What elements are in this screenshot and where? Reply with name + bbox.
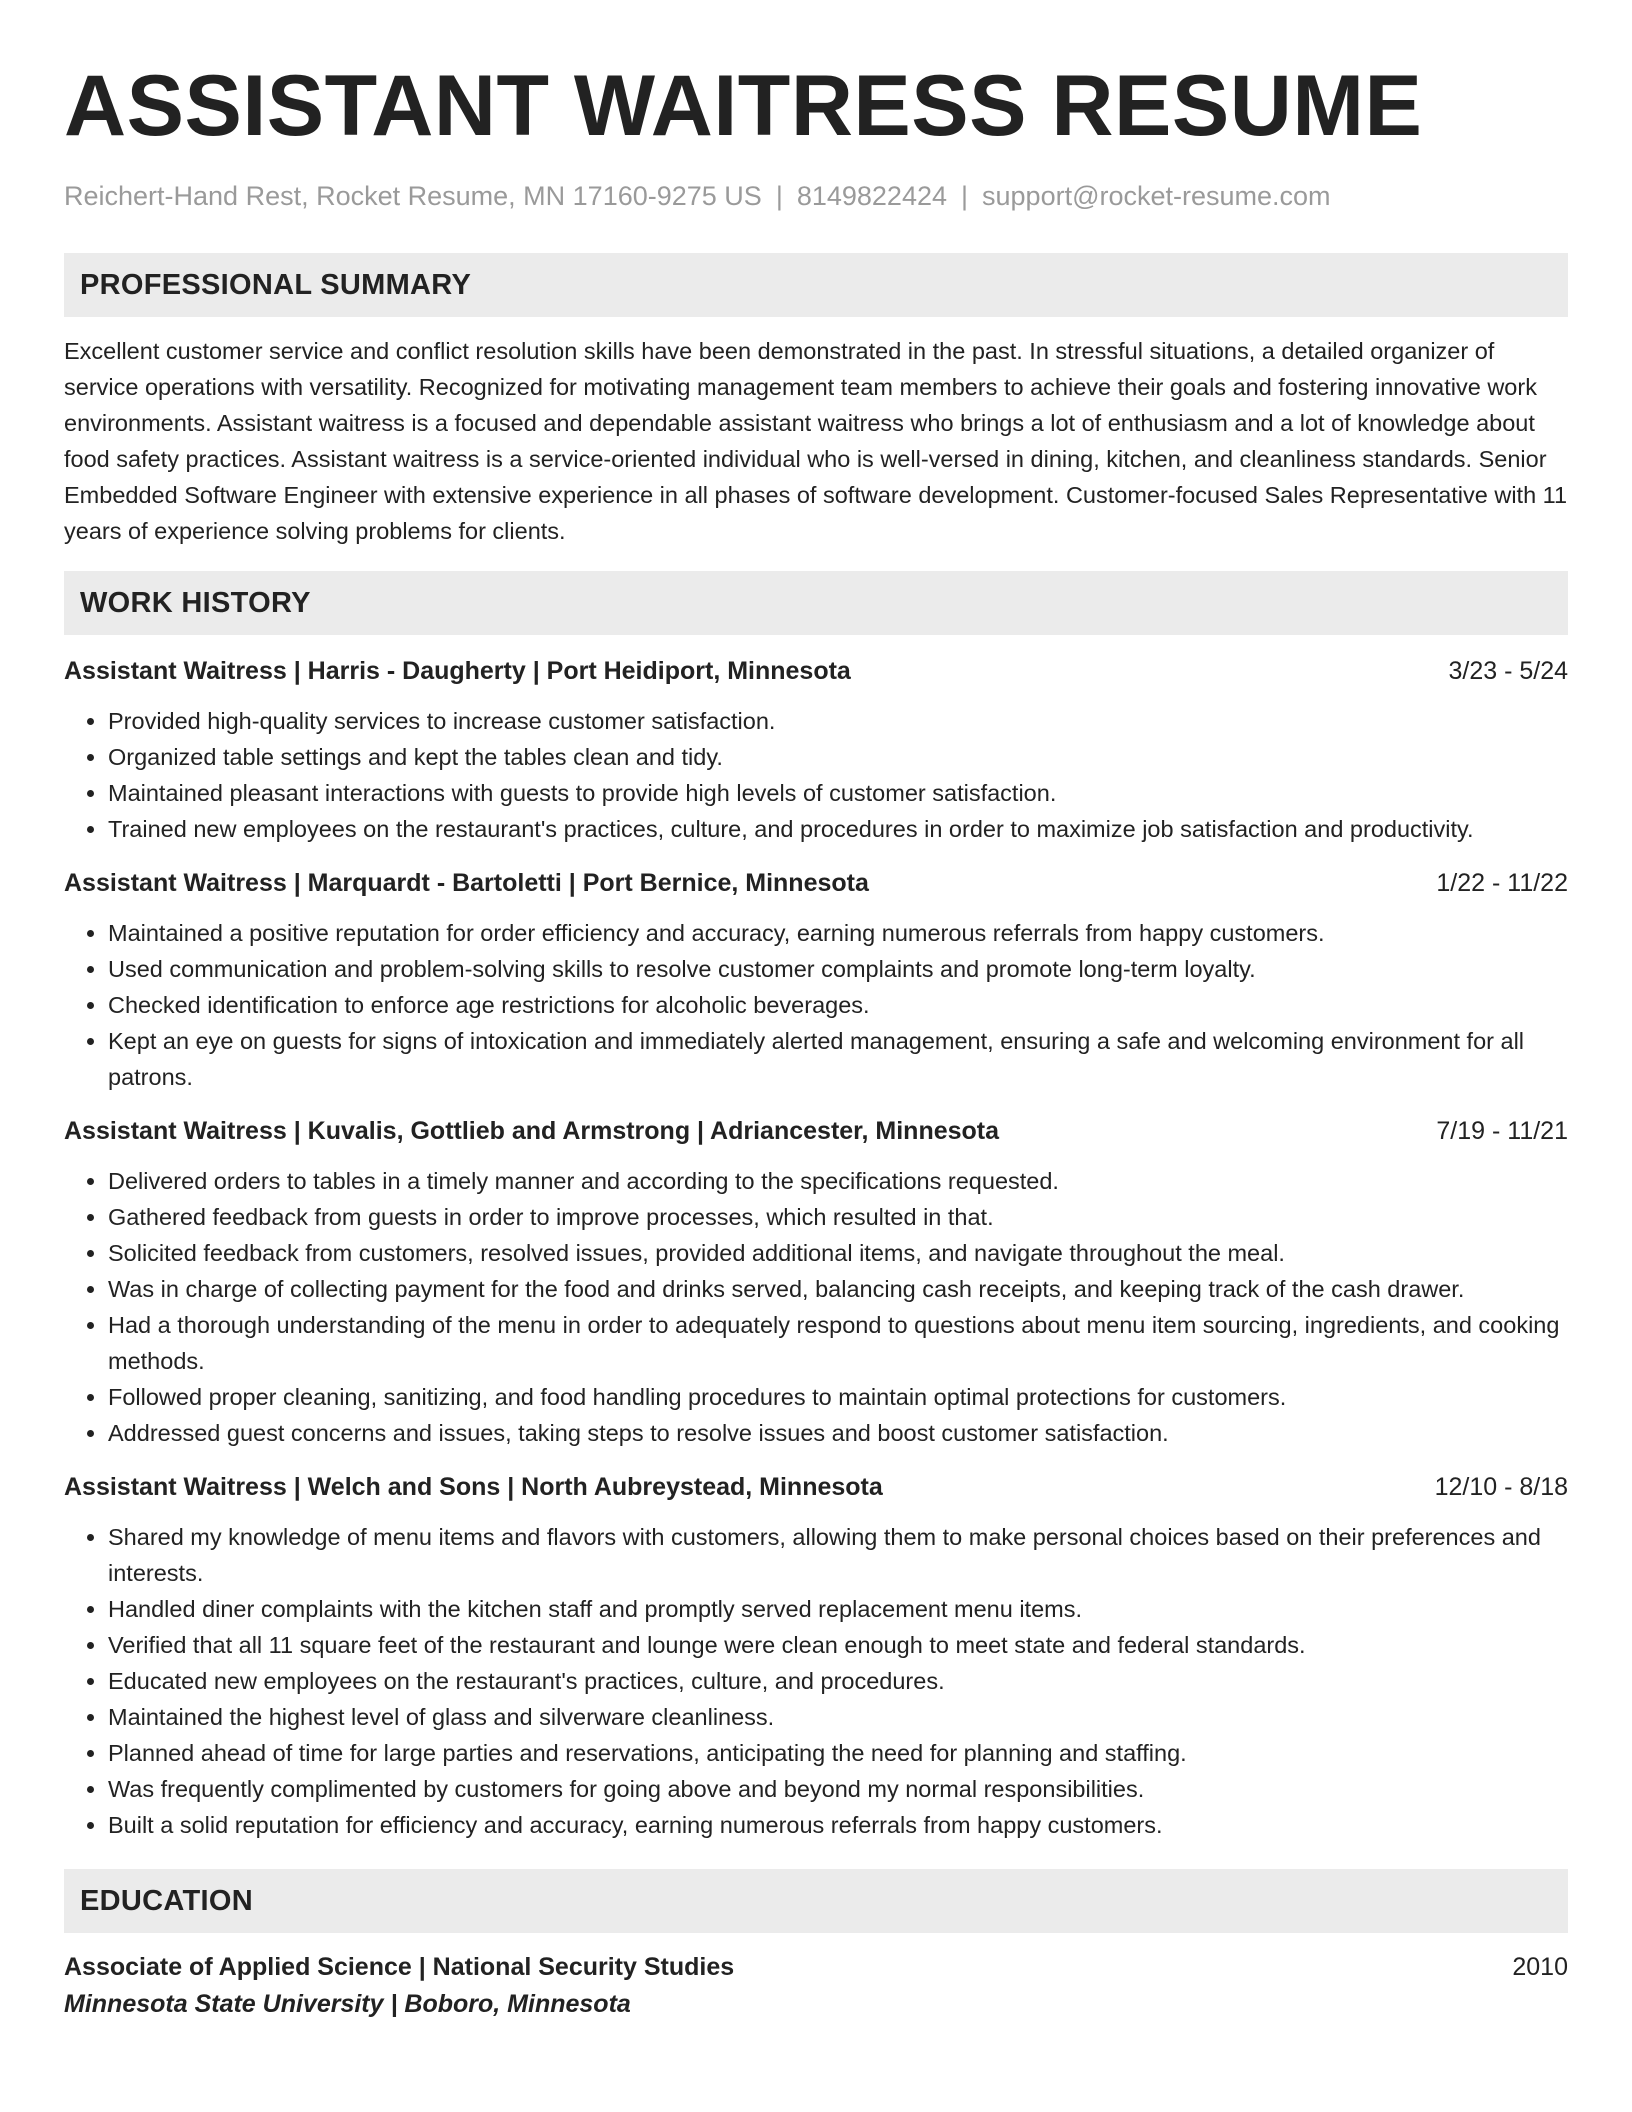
education-year: 2010 [1512,1953,1568,1981]
job-bullet: • Gathered feedback from guests in order to improve processes, which resulted in that. [108,1199,1568,1235]
job-header [64,1469,1568,1505]
job-bullet: • Used communication and problem-solving skills to resolve customer complaints and promote long-term loyalty. [108,951,1568,987]
job-bullet: • Maintained a positive reputation for order efficiency and accuracy, earning numerous referrals from happy customers. [108,915,1568,951]
job-entry [64,1113,1568,1451]
job-title: Assistant Waitress | Marquardt - Bartoletti | Port Bernice, Minnesota [64,869,869,897]
education-school: Minnesota State University | Boboro, Minnesota [64,1990,631,2018]
contact-email: support@rocket-resume.com [982,181,1331,211]
job-dates: 3/23 - 5/24 [1448,657,1568,685]
job-bullet: • Planned ahead of time for large parties and reservations, anticipating the need for planning and staffing. [108,1735,1568,1771]
job-bullet: • Maintained the highest level of glass and silverware cleanliness. [108,1699,1568,1735]
job-bullet: • Delivered orders to tables in a timely manner and according to the specifications requested. [108,1163,1568,1199]
contact-address: Reichert-Hand Rest, Rocket Resume, MN 17160-9275 US [64,181,762,211]
job-title: Assistant Waitress | Harris - Daugherty | Port Heidiport, Minnesota [64,657,851,685]
contact-separator: | [961,181,969,211]
resume-title: ASSISTANT WAITRESS RESUME [64,58,1423,154]
job-dates: 1/22 - 11/22 [1436,869,1568,897]
job-bullet: • Was in charge of collecting payment for the food and drinks served, balancing cash receipts, and keeping track of the cash drawer. [108,1271,1568,1307]
job-bullet: • Was frequently complimented by customers for going above and beyond my normal responsibilities. [108,1771,1568,1807]
job-bullet: • Handled diner complaints with the kitchen staff and promptly served replacement menu items. [108,1591,1568,1627]
contact-line [64,178,1568,214]
job-bullet: • Built a solid reputation for efficiency and accuracy, earning numerous referrals from happy customers. [108,1807,1568,1843]
job-header [64,865,1568,901]
section-header-work: WORK HISTORY [64,571,1568,635]
job-entry [64,1469,1568,1843]
job-bullet: • Solicited feedback from customers, resolved issues, provided additional items, and navigate throughout the meal. [108,1235,1568,1271]
job-bullet-list [64,1163,1568,1451]
job-title: Assistant Waitress | Welch and Sons | North Aubreystead, Minnesota [64,1473,883,1501]
job-bullet: • Checked identification to enforce age restrictions for alcoholic beverages. [108,987,1568,1023]
job-bullet: • Provided high-quality services to increase customer satisfaction. [108,703,1568,739]
job-bullet-list [64,703,1568,847]
job-entry [64,865,1568,1095]
job-bullet-list [64,1519,1568,1843]
job-bullet-list [64,915,1568,1095]
job-bullet: • Educated new employees on the restaurant's practices, culture, and procedures. [108,1663,1568,1699]
section-header-summary: PROFESSIONAL SUMMARY [64,253,1568,317]
education-entry [64,1949,1568,1985]
education-degree: Associate of Applied Science | National Security Studies [64,1953,735,1981]
job-header [64,1113,1568,1149]
job-bullet: • Had a thorough understanding of the menu in order to adequately respond to questions about menu item sourcing, ingredients, and cooking methods. [108,1307,1568,1379]
section-header-education: EDUCATION [64,1869,1568,1933]
job-bullet: • Maintained pleasant interactions with guests to provide high levels of customer satisfaction. [108,775,1568,811]
job-entry [64,653,1568,847]
job-header [64,653,1568,689]
contact-separator: | [775,181,783,211]
job-bullet: • Shared my knowledge of menu items and flavors with customers, allowing them to make personal choices based on their preferences and interests. [108,1519,1568,1591]
job-bullet: • Kept an eye on guests for signs of intoxication and immediately alerted management, ensuring a safe and welcoming environment for all patrons. [108,1023,1568,1095]
job-title: Assistant Waitress | Kuvalis, Gottlieb and Armstrong | Adriancester, Minnesota [64,1117,1000,1145]
job-bullet: • Trained new employees on the restaurant's practices, culture, and procedures in order to maximize job satisfaction and productivity. [108,811,1568,847]
job-bullet: • Verified that all 11 square feet of the restaurant and lounge were clean enough to meet state and federal standards. [108,1627,1568,1663]
work-history-list [64,653,1568,1843]
job-dates: 7/19 - 11/21 [1436,1117,1568,1145]
job-bullet: • Organized table settings and kept the tables clean and tidy. [108,739,1568,775]
job-bullet: • Followed proper cleaning, sanitizing, and food handling procedures to maintain optimal protections for customers. [108,1379,1568,1415]
summary-text: Excellent customer service and conflict resolution skills have been demonstrated in the past. In stressful situations, a detailed organizer of service operations with versatility. Recognized for motivating management team members to achieve their goals and fostering innovative work environments. Assistant waitress is a focused and dependable assistant waitress who brings a lot of enthusiasm and a lot of knowledge about food safety practices. Assistant waitress is a service-oriented individual who is well-versed in dining, kitchen, and cleanliness standards. Senior Embedded Software Engineer with extensive experience in all phases of software development. Customer-focused Sales Representative with 11 years of experience solving problems for clients. [64,338,1568,544]
job-dates: 12/10 - 8/18 [1434,1473,1568,1501]
job-bullet: • Addressed guest concerns and issues, taking steps to resolve issues and boost customer satisfaction. [108,1415,1568,1451]
contact-phone: 8149822424 [796,181,947,211]
